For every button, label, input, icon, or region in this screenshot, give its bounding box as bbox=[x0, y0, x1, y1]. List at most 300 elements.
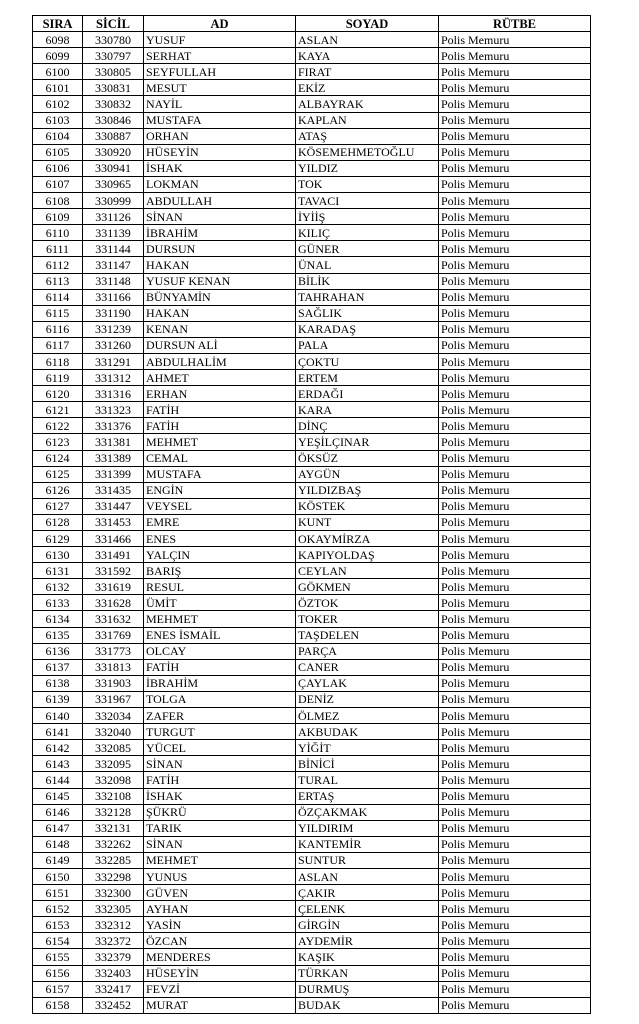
cell-soyad: YİĞİT bbox=[296, 740, 439, 756]
cell-rutbe: Polis Memuru bbox=[439, 643, 591, 659]
cell-sira: 6109 bbox=[33, 209, 83, 225]
table-row bbox=[33, 128, 591, 144]
table-row bbox=[33, 321, 591, 337]
cell-soyad: ÖZÇAKMAK bbox=[296, 804, 439, 820]
cell-ad: OLCAY bbox=[144, 643, 296, 659]
cell-sicil: 331190 bbox=[83, 305, 144, 321]
cell-rutbe: Polis Memuru bbox=[439, 160, 591, 176]
cell-rutbe: Polis Memuru bbox=[439, 901, 591, 917]
cell-ad: EMRE bbox=[144, 514, 296, 530]
table-row bbox=[33, 337, 591, 353]
cell-soyad: TURAL bbox=[296, 772, 439, 788]
cell-sira: 6130 bbox=[33, 547, 83, 563]
cell-ad: SEYFULLAH bbox=[144, 64, 296, 80]
cell-sira: 6136 bbox=[33, 643, 83, 659]
table-row bbox=[33, 563, 591, 579]
table-row bbox=[33, 225, 591, 241]
cell-soyad: GÖKMEN bbox=[296, 579, 439, 595]
cell-sira: 6126 bbox=[33, 482, 83, 498]
cell-soyad: ATAŞ bbox=[296, 128, 439, 144]
table-row bbox=[33, 482, 591, 498]
cell-sira: 6125 bbox=[33, 466, 83, 482]
cell-sira: 6106 bbox=[33, 160, 83, 176]
cell-ad: MURAT bbox=[144, 997, 296, 1013]
cell-sira: 6134 bbox=[33, 611, 83, 627]
table-row bbox=[33, 595, 591, 611]
table-row bbox=[33, 901, 591, 917]
cell-ad: MEHMET bbox=[144, 611, 296, 627]
cell-ad: MEHMET bbox=[144, 852, 296, 868]
cell-soyad: SAĞLIK bbox=[296, 305, 439, 321]
cell-sira: 6147 bbox=[33, 820, 83, 836]
cell-sira: 6113 bbox=[33, 273, 83, 289]
table-row bbox=[33, 273, 591, 289]
cell-soyad: KAPIYOLDAŞ bbox=[296, 547, 439, 563]
cell-rutbe: Polis Memuru bbox=[439, 370, 591, 386]
cell-sicil: 332417 bbox=[83, 981, 144, 997]
table-row bbox=[33, 96, 591, 112]
cell-sicil: 330941 bbox=[83, 160, 144, 176]
cell-rutbe: Polis Memuru bbox=[439, 273, 591, 289]
cell-ad: BARIŞ bbox=[144, 563, 296, 579]
cell-sira: 6119 bbox=[33, 370, 83, 386]
cell-sira: 6141 bbox=[33, 724, 83, 740]
cell-soyad: TÜRKAN bbox=[296, 965, 439, 981]
cell-ad: AHMET bbox=[144, 370, 296, 386]
cell-ad: VEYSEL bbox=[144, 498, 296, 514]
table-row bbox=[33, 176, 591, 192]
cell-rutbe: Polis Memuru bbox=[439, 836, 591, 852]
cell-rutbe: Polis Memuru bbox=[439, 627, 591, 643]
cell-rutbe: Polis Memuru bbox=[439, 579, 591, 595]
cell-sira: 6135 bbox=[33, 627, 83, 643]
cell-sicil: 332098 bbox=[83, 772, 144, 788]
cell-sira: 6117 bbox=[33, 337, 83, 353]
personnel-table bbox=[32, 15, 591, 1014]
cell-ad: YASİN bbox=[144, 917, 296, 933]
cell-rutbe: Polis Memuru bbox=[439, 965, 591, 981]
cell-ad: SİNAN bbox=[144, 836, 296, 852]
table-row bbox=[33, 64, 591, 80]
cell-soyad: CEYLAN bbox=[296, 563, 439, 579]
cell-sira: 6143 bbox=[33, 756, 83, 772]
cell-soyad: TAHRAHAN bbox=[296, 289, 439, 305]
cell-sira: 6154 bbox=[33, 933, 83, 949]
cell-rutbe: Polis Memuru bbox=[439, 193, 591, 209]
cell-rutbe: Polis Memuru bbox=[439, 547, 591, 563]
cell-sicil: 332300 bbox=[83, 885, 144, 901]
cell-sira: 6144 bbox=[33, 772, 83, 788]
cell-soyad: GÜNER bbox=[296, 241, 439, 257]
table-row bbox=[33, 209, 591, 225]
cell-sira: 6138 bbox=[33, 675, 83, 691]
cell-ad: MUSTAFA bbox=[144, 466, 296, 482]
cell-ad: NAYİL bbox=[144, 96, 296, 112]
cell-rutbe: Polis Memuru bbox=[439, 418, 591, 434]
cell-rutbe: Polis Memuru bbox=[439, 209, 591, 225]
header-row bbox=[33, 16, 591, 32]
cell-ad: HÜSEYİN bbox=[144, 965, 296, 981]
header-soyad: SOYAD bbox=[296, 16, 439, 32]
cell-sicil: 330797 bbox=[83, 48, 144, 64]
cell-sicil: 330920 bbox=[83, 144, 144, 160]
cell-sira: 6152 bbox=[33, 901, 83, 917]
table-row bbox=[33, 547, 591, 563]
cell-ad: FEVZİ bbox=[144, 981, 296, 997]
cell-soyad: ÜNAL bbox=[296, 257, 439, 273]
cell-sicil: 330831 bbox=[83, 80, 144, 96]
cell-soyad: ÇELENK bbox=[296, 901, 439, 917]
cell-soyad: ASLAN bbox=[296, 868, 439, 884]
cell-sicil: 332040 bbox=[83, 724, 144, 740]
cell-ad: BÜNYAMİN bbox=[144, 289, 296, 305]
cell-ad: TOLGA bbox=[144, 691, 296, 707]
table-row bbox=[33, 579, 591, 595]
cell-ad: CEMAL bbox=[144, 450, 296, 466]
cell-sicil: 330805 bbox=[83, 64, 144, 80]
table-row bbox=[33, 466, 591, 482]
cell-rutbe: Polis Memuru bbox=[439, 96, 591, 112]
cell-ad: YUSUF bbox=[144, 32, 296, 48]
cell-soyad: KARADAŞ bbox=[296, 321, 439, 337]
cell-ad: ABDULLAH bbox=[144, 193, 296, 209]
cell-soyad: YILDIRIM bbox=[296, 820, 439, 836]
cell-rutbe: Polis Memuru bbox=[439, 949, 591, 965]
cell-sira: 6115 bbox=[33, 305, 83, 321]
cell-rutbe: Polis Memuru bbox=[439, 933, 591, 949]
cell-ad: MEHMET bbox=[144, 434, 296, 450]
cell-sicil: 331592 bbox=[83, 563, 144, 579]
cell-soyad: ERTAŞ bbox=[296, 788, 439, 804]
cell-ad: ENES bbox=[144, 531, 296, 547]
cell-sicil: 332372 bbox=[83, 933, 144, 949]
cell-rutbe: Polis Memuru bbox=[439, 724, 591, 740]
cell-sicil: 331773 bbox=[83, 643, 144, 659]
cell-soyad: KANTEMİR bbox=[296, 836, 439, 852]
cell-sira: 6102 bbox=[33, 96, 83, 112]
cell-sira: 6112 bbox=[33, 257, 83, 273]
table-row bbox=[33, 788, 591, 804]
cell-sicil: 332085 bbox=[83, 740, 144, 756]
cell-sira: 6124 bbox=[33, 450, 83, 466]
cell-sira: 6099 bbox=[33, 48, 83, 64]
cell-soyad: TAŞDELEN bbox=[296, 627, 439, 643]
cell-sicil: 330780 bbox=[83, 32, 144, 48]
cell-soyad: SUNTUR bbox=[296, 852, 439, 868]
table-row bbox=[33, 836, 591, 852]
cell-soyad: ÇAKIR bbox=[296, 885, 439, 901]
cell-sira: 6108 bbox=[33, 193, 83, 209]
table-row bbox=[33, 32, 591, 48]
cell-sicil: 331166 bbox=[83, 289, 144, 305]
table-row bbox=[33, 434, 591, 450]
cell-rutbe: Polis Memuru bbox=[439, 852, 591, 868]
cell-sira: 6127 bbox=[33, 498, 83, 514]
cell-ad: ŞÜKRÜ bbox=[144, 804, 296, 820]
cell-sira: 6157 bbox=[33, 981, 83, 997]
cell-rutbe: Polis Memuru bbox=[439, 321, 591, 337]
cell-sicil: 330832 bbox=[83, 96, 144, 112]
cell-rutbe: Polis Memuru bbox=[439, 32, 591, 48]
cell-sira: 6151 bbox=[33, 885, 83, 901]
cell-sicil: 332262 bbox=[83, 836, 144, 852]
cell-ad: YUSUF KENAN bbox=[144, 273, 296, 289]
cell-rutbe: Polis Memuru bbox=[439, 885, 591, 901]
cell-rutbe: Polis Memuru bbox=[439, 498, 591, 514]
table-row bbox=[33, 772, 591, 788]
cell-sira: 6111 bbox=[33, 241, 83, 257]
cell-soyad: KÖSEMEHMETOĞLU bbox=[296, 144, 439, 160]
cell-sicil: 331323 bbox=[83, 402, 144, 418]
cell-sicil: 332312 bbox=[83, 917, 144, 933]
cell-ad: İBRAHİM bbox=[144, 225, 296, 241]
cell-sicil: 331389 bbox=[83, 450, 144, 466]
cell-soyad: OKAYMİRZA bbox=[296, 531, 439, 547]
table-row bbox=[33, 659, 591, 675]
table-row bbox=[33, 965, 591, 981]
cell-sira: 6137 bbox=[33, 659, 83, 675]
table-row bbox=[33, 981, 591, 997]
cell-rutbe: Polis Memuru bbox=[439, 466, 591, 482]
cell-sicil: 331632 bbox=[83, 611, 144, 627]
cell-ad: RESUL bbox=[144, 579, 296, 595]
cell-sicil: 331453 bbox=[83, 514, 144, 530]
cell-sicil: 332128 bbox=[83, 804, 144, 820]
cell-sicil: 331399 bbox=[83, 466, 144, 482]
cell-rutbe: Polis Memuru bbox=[439, 176, 591, 192]
table-body bbox=[33, 32, 591, 1014]
cell-rutbe: Polis Memuru bbox=[439, 868, 591, 884]
cell-sira: 6145 bbox=[33, 788, 83, 804]
cell-sira: 6153 bbox=[33, 917, 83, 933]
cell-ad: ENES İSMAİL bbox=[144, 627, 296, 643]
cell-soyad: KAPLAN bbox=[296, 112, 439, 128]
cell-sicil: 331291 bbox=[83, 353, 144, 369]
cell-sicil: 332305 bbox=[83, 901, 144, 917]
cell-rutbe: Polis Memuru bbox=[439, 788, 591, 804]
cell-soyad: TOKER bbox=[296, 611, 439, 627]
table-row bbox=[33, 450, 591, 466]
cell-rutbe: Polis Memuru bbox=[439, 917, 591, 933]
table-row bbox=[33, 627, 591, 643]
cell-sira: 6128 bbox=[33, 514, 83, 530]
cell-sira: 6131 bbox=[33, 563, 83, 579]
cell-sicil: 331769 bbox=[83, 627, 144, 643]
table-row bbox=[33, 48, 591, 64]
cell-ad: İBRAHİM bbox=[144, 675, 296, 691]
cell-rutbe: Polis Memuru bbox=[439, 675, 591, 691]
cell-sira: 6118 bbox=[33, 353, 83, 369]
table-row bbox=[33, 675, 591, 691]
cell-sira: 6100 bbox=[33, 64, 83, 80]
table-row bbox=[33, 643, 591, 659]
cell-sicil: 331126 bbox=[83, 209, 144, 225]
cell-ad: DURSUN ALİ bbox=[144, 337, 296, 353]
cell-ad: TARIK bbox=[144, 820, 296, 836]
cell-sira: 6116 bbox=[33, 321, 83, 337]
cell-sicil: 331628 bbox=[83, 595, 144, 611]
cell-rutbe: Polis Memuru bbox=[439, 691, 591, 707]
table-row bbox=[33, 80, 591, 96]
cell-sira: 6120 bbox=[33, 386, 83, 402]
cell-rutbe: Polis Memuru bbox=[439, 80, 591, 96]
cell-soyad: ÇAYLAK bbox=[296, 675, 439, 691]
cell-soyad: ÖKSÜZ bbox=[296, 450, 439, 466]
cell-ad: FATİH bbox=[144, 659, 296, 675]
table-row bbox=[33, 418, 591, 434]
cell-soyad: ALBAYRAK bbox=[296, 96, 439, 112]
cell-sicil: 332034 bbox=[83, 708, 144, 724]
table-row bbox=[33, 949, 591, 965]
cell-sicil: 332108 bbox=[83, 788, 144, 804]
cell-ad: SİNAN bbox=[144, 209, 296, 225]
cell-ad: TURGUT bbox=[144, 724, 296, 740]
cell-soyad: DURMUŞ bbox=[296, 981, 439, 997]
table-row bbox=[33, 724, 591, 740]
cell-sira: 6110 bbox=[33, 225, 83, 241]
cell-rutbe: Polis Memuru bbox=[439, 337, 591, 353]
cell-sira: 6150 bbox=[33, 868, 83, 884]
cell-ad: ZAFER bbox=[144, 708, 296, 724]
cell-sicil: 331466 bbox=[83, 531, 144, 547]
cell-rutbe: Polis Memuru bbox=[439, 997, 591, 1013]
cell-sicil: 331316 bbox=[83, 386, 144, 402]
table-row bbox=[33, 868, 591, 884]
cell-rutbe: Polis Memuru bbox=[439, 257, 591, 273]
cell-ad: YALÇIN bbox=[144, 547, 296, 563]
cell-soyad: EKİZ bbox=[296, 80, 439, 96]
cell-sira: 6123 bbox=[33, 434, 83, 450]
cell-sira: 6133 bbox=[33, 595, 83, 611]
cell-soyad: BUDAK bbox=[296, 997, 439, 1013]
table-row bbox=[33, 820, 591, 836]
cell-rutbe: Polis Memuru bbox=[439, 531, 591, 547]
cell-sira: 6148 bbox=[33, 836, 83, 852]
table-row bbox=[33, 402, 591, 418]
cell-sira: 6122 bbox=[33, 418, 83, 434]
cell-sira: 6155 bbox=[33, 949, 83, 965]
cell-rutbe: Polis Memuru bbox=[439, 563, 591, 579]
cell-sicil: 331435 bbox=[83, 482, 144, 498]
cell-sira: 6104 bbox=[33, 128, 83, 144]
cell-ad: SERHAT bbox=[144, 48, 296, 64]
cell-ad: GÜVEN bbox=[144, 885, 296, 901]
cell-sira: 6101 bbox=[33, 80, 83, 96]
cell-sira: 6142 bbox=[33, 740, 83, 756]
cell-rutbe: Polis Memuru bbox=[439, 804, 591, 820]
table-row bbox=[33, 885, 591, 901]
cell-rutbe: Polis Memuru bbox=[439, 353, 591, 369]
cell-rutbe: Polis Memuru bbox=[439, 434, 591, 450]
cell-rutbe: Polis Memuru bbox=[439, 386, 591, 402]
cell-soyad: PARÇA bbox=[296, 643, 439, 659]
table-row bbox=[33, 144, 591, 160]
cell-ad: YÜCEL bbox=[144, 740, 296, 756]
cell-sira: 6140 bbox=[33, 708, 83, 724]
cell-ad: DURSUN bbox=[144, 241, 296, 257]
cell-soyad: ÖZTOK bbox=[296, 595, 439, 611]
cell-sira: 6105 bbox=[33, 144, 83, 160]
cell-ad: ENGİN bbox=[144, 482, 296, 498]
cell-ad: HAKAN bbox=[144, 257, 296, 273]
cell-sira: 6129 bbox=[33, 531, 83, 547]
cell-sira: 6149 bbox=[33, 852, 83, 868]
cell-rutbe: Polis Memuru bbox=[439, 48, 591, 64]
table-row bbox=[33, 241, 591, 257]
cell-sicil: 330887 bbox=[83, 128, 144, 144]
cell-ad: FATİH bbox=[144, 772, 296, 788]
cell-rutbe: Polis Memuru bbox=[439, 241, 591, 257]
cell-soyad: KUNT bbox=[296, 514, 439, 530]
table-row bbox=[33, 997, 591, 1013]
cell-ad: ÜMİT bbox=[144, 595, 296, 611]
cell-ad: FATİH bbox=[144, 402, 296, 418]
cell-soyad: ÇOKTU bbox=[296, 353, 439, 369]
table-row bbox=[33, 804, 591, 820]
cell-sicil: 332379 bbox=[83, 949, 144, 965]
table-row bbox=[33, 289, 591, 305]
cell-sicil: 331967 bbox=[83, 691, 144, 707]
table-row bbox=[33, 257, 591, 273]
cell-sira: 6107 bbox=[33, 176, 83, 192]
cell-sicil: 331619 bbox=[83, 579, 144, 595]
cell-soyad: GİRGİN bbox=[296, 917, 439, 933]
cell-sicil: 331312 bbox=[83, 370, 144, 386]
cell-sicil: 331376 bbox=[83, 418, 144, 434]
cell-rutbe: Polis Memuru bbox=[439, 981, 591, 997]
table-row bbox=[33, 852, 591, 868]
cell-sicil: 331147 bbox=[83, 257, 144, 273]
cell-soyad: ÖLMEZ bbox=[296, 708, 439, 724]
cell-rutbe: Polis Memuru bbox=[439, 740, 591, 756]
cell-rutbe: Polis Memuru bbox=[439, 402, 591, 418]
cell-sira: 6158 bbox=[33, 997, 83, 1013]
cell-ad: İSHAK bbox=[144, 788, 296, 804]
table-row bbox=[33, 611, 591, 627]
table-row bbox=[33, 933, 591, 949]
cell-rutbe: Polis Memuru bbox=[439, 225, 591, 241]
cell-soyad: PALA bbox=[296, 337, 439, 353]
cell-ad: ORHAN bbox=[144, 128, 296, 144]
table-row bbox=[33, 353, 591, 369]
cell-rutbe: Polis Memuru bbox=[439, 820, 591, 836]
table-row bbox=[33, 756, 591, 772]
cell-rutbe: Polis Memuru bbox=[439, 450, 591, 466]
cell-rutbe: Polis Memuru bbox=[439, 708, 591, 724]
cell-ad: ABDULHALİM bbox=[144, 353, 296, 369]
cell-soyad: İYİİŞ bbox=[296, 209, 439, 225]
header-sira: SIRA bbox=[33, 16, 83, 32]
cell-sicil: 331381 bbox=[83, 434, 144, 450]
cell-ad: LOKMAN bbox=[144, 176, 296, 192]
cell-ad: MESUT bbox=[144, 80, 296, 96]
header-sicil: SİCİL bbox=[83, 16, 144, 32]
cell-soyad: BİLİK bbox=[296, 273, 439, 289]
cell-ad: KENAN bbox=[144, 321, 296, 337]
cell-rutbe: Polis Memuru bbox=[439, 482, 591, 498]
cell-soyad: TAVACI bbox=[296, 193, 439, 209]
cell-soyad: KARA bbox=[296, 402, 439, 418]
cell-sira: 6146 bbox=[33, 804, 83, 820]
cell-soyad: KAŞIK bbox=[296, 949, 439, 965]
cell-soyad: CANER bbox=[296, 659, 439, 675]
cell-sicil: 332452 bbox=[83, 997, 144, 1013]
cell-sicil: 331239 bbox=[83, 321, 144, 337]
table-row bbox=[33, 386, 591, 402]
cell-soyad: DİNÇ bbox=[296, 418, 439, 434]
cell-sicil: 332298 bbox=[83, 868, 144, 884]
cell-ad: HÜSEYİN bbox=[144, 144, 296, 160]
